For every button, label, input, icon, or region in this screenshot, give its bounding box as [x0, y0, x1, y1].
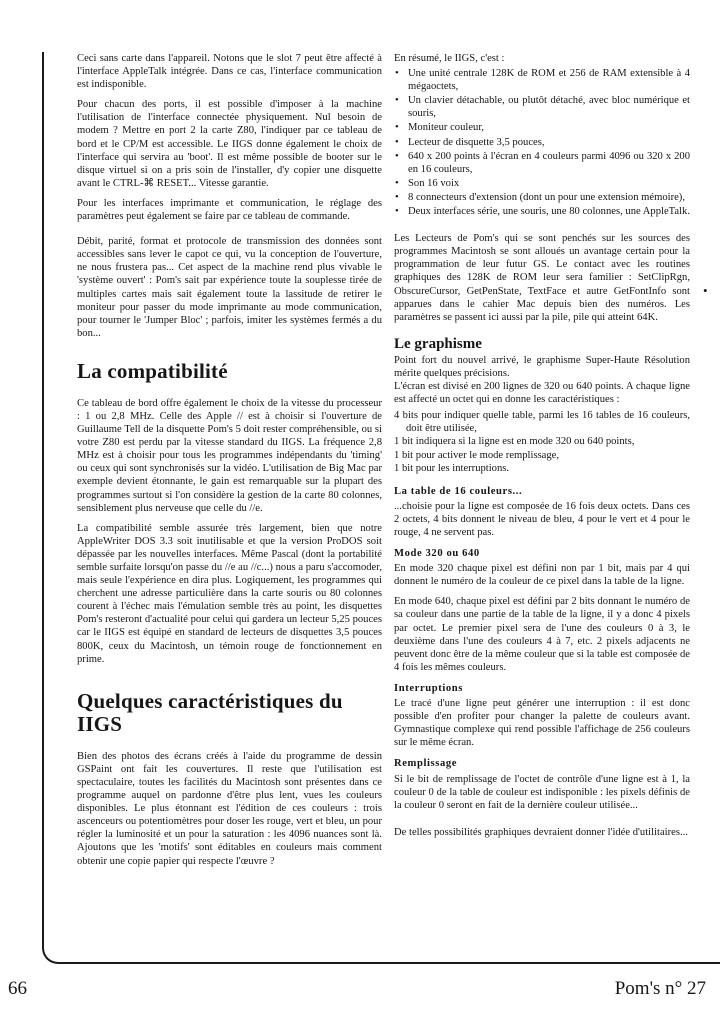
paragraph: En mode 320 chaque pixel est défini non par 1 bit, mais par 4 qui donnent le numéro de la couleur de ce pixel dans la table de la ligne. [394, 563, 690, 588]
paragraph: En mode 640, chaque pixel est défini par 2 bits donnant le numéro de sa couleur dans une partie de la table de la ligne, il y a donc 4 pixels par octet. Le premier pixel sera de l'une des couleurs 0 à 3, le deuxième dans l'une des couleurs 4 à 7, etc. 2 pixels adjacents ne peuvent donc être de la même couleur que si la table est composée de 4 fois les mêmes couleurs. [394, 596, 690, 673]
section-heading-graphics: Le graphisme [394, 335, 482, 352]
paragraph: Ce tableau de bord offre également le choix de la vitesse du processeur : 1 ou 2,8 MHz. Celle des Apple // est à choisir si l'ouverture de Guillaume Tell de la disquette Pom's 5 doit rester compréhensible, ou si votre Z80 est perdu par la vitesse standard du IIGS. La fréquence 2,8 MHz est à choisir pour tous les programmes indépendants du 'timing' ou ceux qui sont synchronisés sur la vidéo. L'utilisation de Big Mac par exemple devient étonnante, le gain est remarquable sur la plupart des programmes surtout si l'on considère la gestion de la carte 80 colonnes, sensiblement plus nerveuse que celle du //e. [77, 397, 382, 514]
list-item: 1 bit pour les interruptions. [394, 462, 510, 474]
subheading-mode: Mode 320 ou 640 [394, 548, 480, 560]
paragraph: Point fort du nouvel arrivé, le graphisme Super-Haute Résolution mérite quelques précisions. [394, 354, 690, 379]
page-number: 66 [8, 978, 27, 999]
list-item: 1 bit pour activer le mode remplissage, [394, 449, 560, 461]
list-item: • Lecteur de disquette 3,5 pouces, [394, 136, 690, 149]
paragraph: Pour chacun des ports, il est possible d'imposer à la machine l'utilisation de l'interface connectée physiquement. Nul besoin de modem ? Mettre en port 2 la carte Z80, l'indiquer par ce tableau de bord et le CP/M est accessible. Le IIGS donne également le choix de l'interface qui servira au 'boot'. Il est même possible de booter sur le disque virtuel si on a pris soin de l'installer, d'y copier une disquette avant le CTRL-⌘ RESET... Vitesse garantie. [77, 99, 382, 189]
list-item: • 8 connecteurs d'extension (dont un pour une extension mémoire), [394, 191, 690, 204]
summary-intro: En résumé, le IIGS, c'est : [394, 53, 505, 64]
summary-list [394, 67, 690, 218]
paragraph: De telles possibilités graphiques devraient donner l'idée d'utilitaires... [394, 826, 688, 838]
section-heading-compatibility: La compatibilité [77, 358, 228, 383]
list-item: • Moniteur couleur, [394, 121, 690, 134]
right-column [394, 52, 690, 846]
subheading-fill: Remplissage [394, 758, 458, 770]
bits-list [394, 409, 690, 474]
list-item: 4 bits pour indiquer quelle table, parmi les 16 tables de 16 couleurs, doit être utilisée, [394, 410, 690, 435]
paragraph: Bien des photos des écrans créés à l'aide du programme de dessin GSPaint ont fait les couvertures. Il reste que l'utilisation est spectaculaire, toutes les facilités du Macintosh sont présentes dans ce programme auquel on pardonne d'être plus lent, vues les couleurs disponibles. Le plus étonnant est l'édition de ces couleurs : trois ascenceurs ou potentiomètres pour doser les rouge, vert et bleu, un pour régler la luminosité et un pour la saturation : les 4096 nuances sont là. Ajoutons que les 'motifs' sont éditables en couleurs mais comment obtenir une copie papier qui respecte l'œuvre ? [77, 750, 382, 867]
paragraph: Le tracé d'une ligne peut générer une interruption : il est donc possible d'en profiter pour changer la palette de couleurs avant. Gymnastique complexe qui rend possible l'affichage de 256 couleurs sur le même écran. [394, 698, 690, 749]
list-item: • Une unité centrale 128K de ROM et 256 de RAM extensible à 4 mégaoctets, [394, 67, 690, 93]
margin-mark: • [703, 283, 708, 298]
paragraph: Débit, parité, format et protocole de transmission des données sont accessibles sans lever le capot ce qui, vu la conception de l'ouverture, ne nous frustera pas... Cet aspect de la machine rend plus vivable le 'système ouvert' : Pom's sait par expérience toute la souplesse tirée de multiples cartes mais sait également toute la lassitude de retirer le moniteur pour passer du mode imprimante au mode communication, pour tourner le 'Jumper Bloc' ; parfois, imiter les systèmes fermés a du bon... [77, 236, 382, 339]
paragraph: Si le bit de remplissage de l'octet de contrôle d'une ligne est à 1, la couleur 0 de la table de couleur est indisponible : les pixels définis de la couleur 0 seront en fait de la dernière couleur utilisée... [394, 773, 690, 811]
paragraph: La compatibilité semble assurée très largement, bien que notre AppleWriter DOS 3.3 soit inutilisable et que la version ProDOS soit dépassée par les nouvelles interfaces. Même Pascal (dont la portabilité semble surfaite lorsqu'on passe du //e au //c...) nous a paru s'accomoder, mais seule l'expérience en dira plus. Logiquement, les programmes qui cherchent une adresse particulière dans la carte souris ou 80 colonnes courent à l'échec mais l'émulation semble très au point, les disquettes Pom's resteront d'actualité pour celui qui gardera un lecteur 5,25 pouces car le IIGS est équipé en standard de lecteurs de disquettes 3,5 pouces 800K, ceux du Macintosh, un témoin rouge de fonctionnement en prime. [77, 522, 382, 665]
list-item: 1 bit indiquera si la ligne est en mode 320 ou 640 points, [394, 436, 635, 448]
paragraph: ...choisie pour la ligne est composée de 16 fois deux octets. Dans ces 2 octets, 4 bits donnent le niveau de bleu, 4 pour le vert et 4 pour le rouge, 4 ne servent pas. [394, 500, 690, 538]
list-item: • Un clavier détachable, ou plutôt détaché, avec bloc numérique et souris, [394, 94, 690, 120]
subheading-color-table: La table de 16 couleurs... [394, 485, 523, 497]
subheading-interrupts: Interruptions [394, 682, 464, 694]
list-item: • 640 x 200 points à l'écran en 4 couleurs parmi 4096 ou 320 x 200 en 16 couleurs, [394, 150, 690, 176]
paragraph: Les Lecteurs de Pom's qui se sont penchés sur les sources des programmes Macintosh se sont alloués un avantage certain pour la programmation de leur futur GS. Le contact avec les routines graphiques des 128K de ROM leur sera familier : SetClipRgn, ObscureCursor, GetPenState, TextFace et autre GetFontInfo sont apparues dans le cahier Mac depuis bien des numéros. Les paramètres se passent ici aussi par la pile, pile qui atteint 64K. [394, 233, 690, 323]
paragraph: Pour les interfaces imprimante et communication, le réglage des paramètres peut également se faire par ce tableau de commande. [77, 197, 382, 223]
section-heading-features: Quelques caractéristiques du IIGS [77, 688, 343, 736]
list-item: • Deux interfaces série, une souris, une 80 colonnes, une AppleTalk. [394, 205, 690, 218]
left-column [77, 52, 382, 875]
paragraph: Ceci sans carte dans l'appareil. Notons que le slot 7 peut être affecté à l'interface AppleTalk intégrée. Dans ce cas, l'interface communication est indisponible. [77, 53, 382, 91]
list-item: • Son 16 voix [394, 177, 690, 190]
paragraph: L'écran est divisé en 200 lignes de 320 ou 640 points. A chaque ligne est affecté un octet qui en donne les caractéristiques : [394, 381, 690, 406]
magazine-issue: Pom's n° 27 [614, 978, 706, 999]
